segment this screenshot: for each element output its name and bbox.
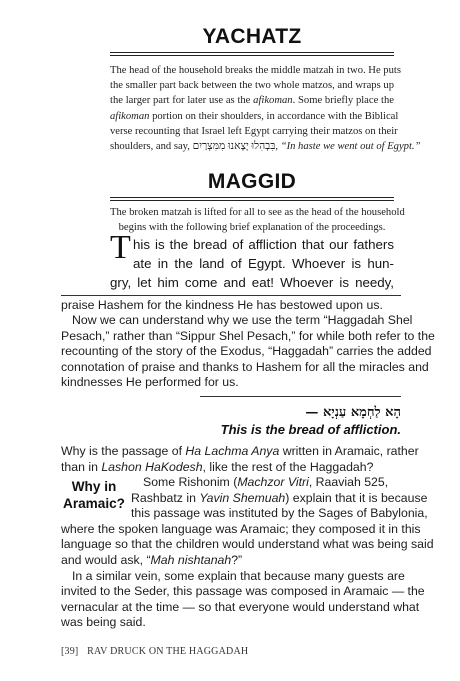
heading-rule [110, 55, 394, 56]
commentary-line: recounting of the story of the Exodus, “Haggadah” carries the added [61, 344, 432, 359]
instruction-line: verse recounting that Israel left Egypt carrying their matzos on their [110, 125, 398, 137]
section-title-yachatz: YACHATZ [202, 25, 302, 48]
commentary-line: where the spoken language was Aramaic; they composed it in this [61, 521, 421, 536]
commentary-line: connotation of praise and thanks to Hashem for all the miracles and [61, 359, 429, 374]
instruction-line: the smaller part back between the two whole matzos, and wraps up [110, 80, 394, 92]
hebrew-verse: בִּבְהִלוּ יָצָאנוּ מִמִּצְרַיִם [192, 141, 276, 153]
commentary-line: Why is the passage of Ha Lachma Anya written in Aramaic, rather [61, 444, 419, 458]
instruction-line: begins with the following brief explanation of the proceedings. [118, 222, 386, 234]
heading-rule [110, 52, 394, 53]
commentary-line: praise Hashem for the kindness He has bestowed upon us. [61, 298, 383, 312]
commentary-line: and would ask, “Mah nishtanah?” [61, 552, 243, 567]
page-footer [61, 646, 248, 657]
haggadah-line: his is the bread of affliction that our fathers [133, 237, 394, 252]
section-title-maggid: MAGGID [207, 170, 297, 193]
haggadah-line: gry, let him come and eat! Whoever is needy, [110, 274, 394, 290]
running-title: RAV DRUCK ON THE HAGGADAH [87, 646, 249, 657]
page-number: [39] [61, 646, 79, 657]
side-label: Why in Aramaic? [63, 479, 125, 511]
haggadah-line: ate in the land of Egypt. Whoever is hun- [133, 255, 394, 271]
commentary-line: Pesach,” rather than “Sippur Shel Pesach,” for while both refer to the [61, 328, 435, 343]
answer-paragraph [61, 521, 434, 631]
commentary-line: language so that the children would understand what was being said [61, 537, 434, 552]
commentary-line: this passage was instituted by the Sages of Babylonia, [131, 506, 428, 521]
commentary-line: invited to the Seder, this passage was composed in Aramaic — the [61, 584, 425, 599]
commentary-line: was being said. [61, 615, 146, 630]
answer-indented [131, 475, 428, 522]
instruction-line: afikoman portion on their shoulders, in accordance with the Biblical [110, 110, 399, 122]
quote-english: This is the bread of affliction. [220, 422, 401, 437]
commentary-intro [61, 298, 435, 390]
commentary-line: than in Lashon HaKodesh, like the rest of the Haggadah? [61, 459, 374, 474]
instruction-line: The head of the household breaks the middle matzah in two. He puts [110, 65, 401, 76]
instruction-line: shoulders, and say, בִּבְהִלוּ יָצָאנוּ מִמִּצְרַיִם, “In haste we went out of Egypt.” [110, 141, 421, 153]
heading-rule [110, 200, 394, 201]
question-paragraph [61, 444, 419, 475]
haggadah-text [133, 236, 394, 274]
commentary-line: vernacular at the time — so that everyone would understand what [61, 599, 420, 614]
commentary-line: kindnesses He performed for us. [61, 375, 239, 390]
drop-cap: T [110, 229, 131, 266]
instruction-line: The broken matzah is lifted for all to see as the head of the household [110, 207, 405, 218]
heading-rule [110, 197, 394, 198]
yachatz-instructions [110, 63, 421, 154]
quote-rule [200, 396, 401, 397]
commentary-line: In a similar vein, some explain that because many guests are [72, 568, 405, 583]
commentary-line: Some Rishonim (Machzor Vitri, Raaviah 525, [143, 475, 389, 489]
haggadah-text-cont [110, 274, 394, 293]
maggid-instructions [110, 205, 405, 235]
instruction-line: the larger part for later use as the afikoman. Some briefly place the [110, 95, 395, 107]
quote-hebrew: הָא לַחְמָא עַנְיָא — [305, 405, 401, 420]
commentary-line: Now we can understand why we use the term “Haggadah Shel [72, 313, 413, 328]
commentary-line: Rashbatz in Yavin Shemuah) explain that it is because [131, 490, 428, 505]
section-divider [61, 295, 401, 296]
